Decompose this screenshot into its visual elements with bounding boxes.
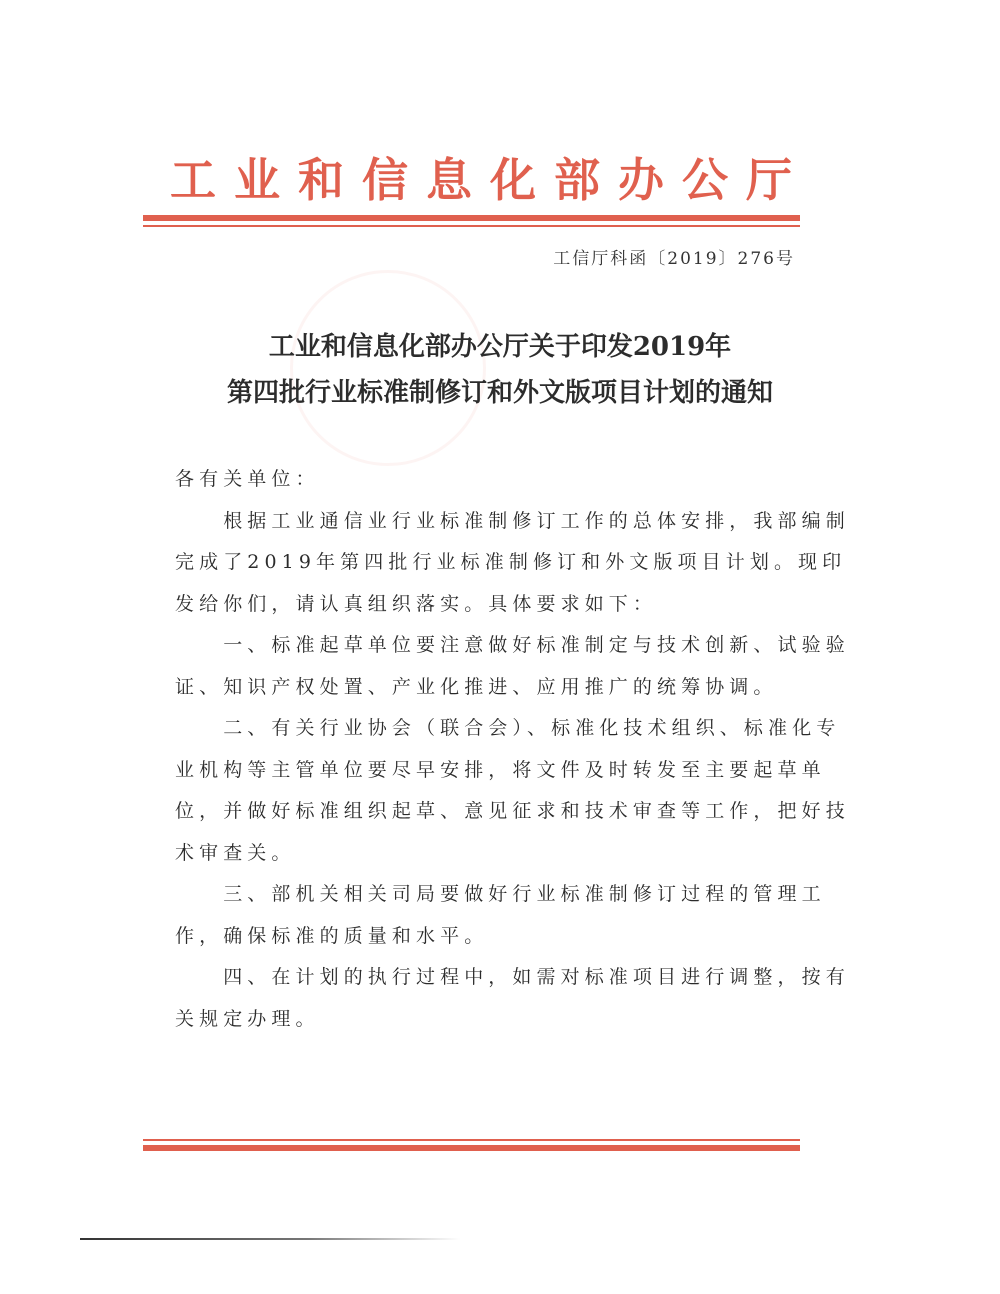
body-line: 发给你们，请认真组织落实。具体要求如下： [175, 593, 658, 615]
salutation: 各有关单位： [175, 468, 320, 490]
document-title-line-1: 工业和信息化部办公厅关于印发2019年 [268, 332, 732, 362]
body-line: 四、在计划的执行过程中，如需对标准项目进行调整，按有 [175, 966, 850, 988]
body-line: 关规定办理。 [175, 1008, 320, 1030]
scan-edge-artifact [80, 1238, 460, 1240]
header-rule-thick [143, 215, 800, 221]
body-line: 术审查关。 [175, 842, 296, 864]
document-title-line-2: 第四批行业标准制修订和外文版项目计划的通知 [226, 378, 773, 408]
body-line: 根据工业通信业行业标准制修订工作的总体安排，我部编制 [175, 510, 850, 532]
body-line: 二、有关行业协会（联合会）、标准化技术组织、标准化专 [175, 717, 841, 739]
body-line: 完成了2019年第四批行业标准制修订和外文版项目计划。现印 [175, 551, 847, 573]
organization-header: 工业和信息化部办公厅 [170, 153, 810, 207]
document-number: 工信厅科函〔2019〕276号 [553, 249, 795, 269]
body-line: 证、知识产权处置、产业化推进、应用推广的统筹协调。 [175, 676, 778, 698]
faint-seal-bleedthrough [290, 270, 486, 466]
body-line: 业机构等主管单位要尽早安排，将文件及时转发至主要起草单 [175, 759, 826, 781]
footer-rule-thin [143, 1139, 800, 1141]
body-line: 一、标准起草单位要注意做好标准制定与技术创新、试验验 [175, 634, 850, 656]
body-line: 作，确保标准的质量和水平。 [175, 925, 489, 947]
header-rule-thin [143, 225, 800, 227]
body-line: 三、部机关相关司局要做好行业标准制修订过程的管理工 [175, 883, 826, 905]
footer-rule-thick [143, 1145, 800, 1151]
body-line: 位，并做好标准组织起草、意见征求和技术审查等工作，把好技 [175, 800, 850, 822]
